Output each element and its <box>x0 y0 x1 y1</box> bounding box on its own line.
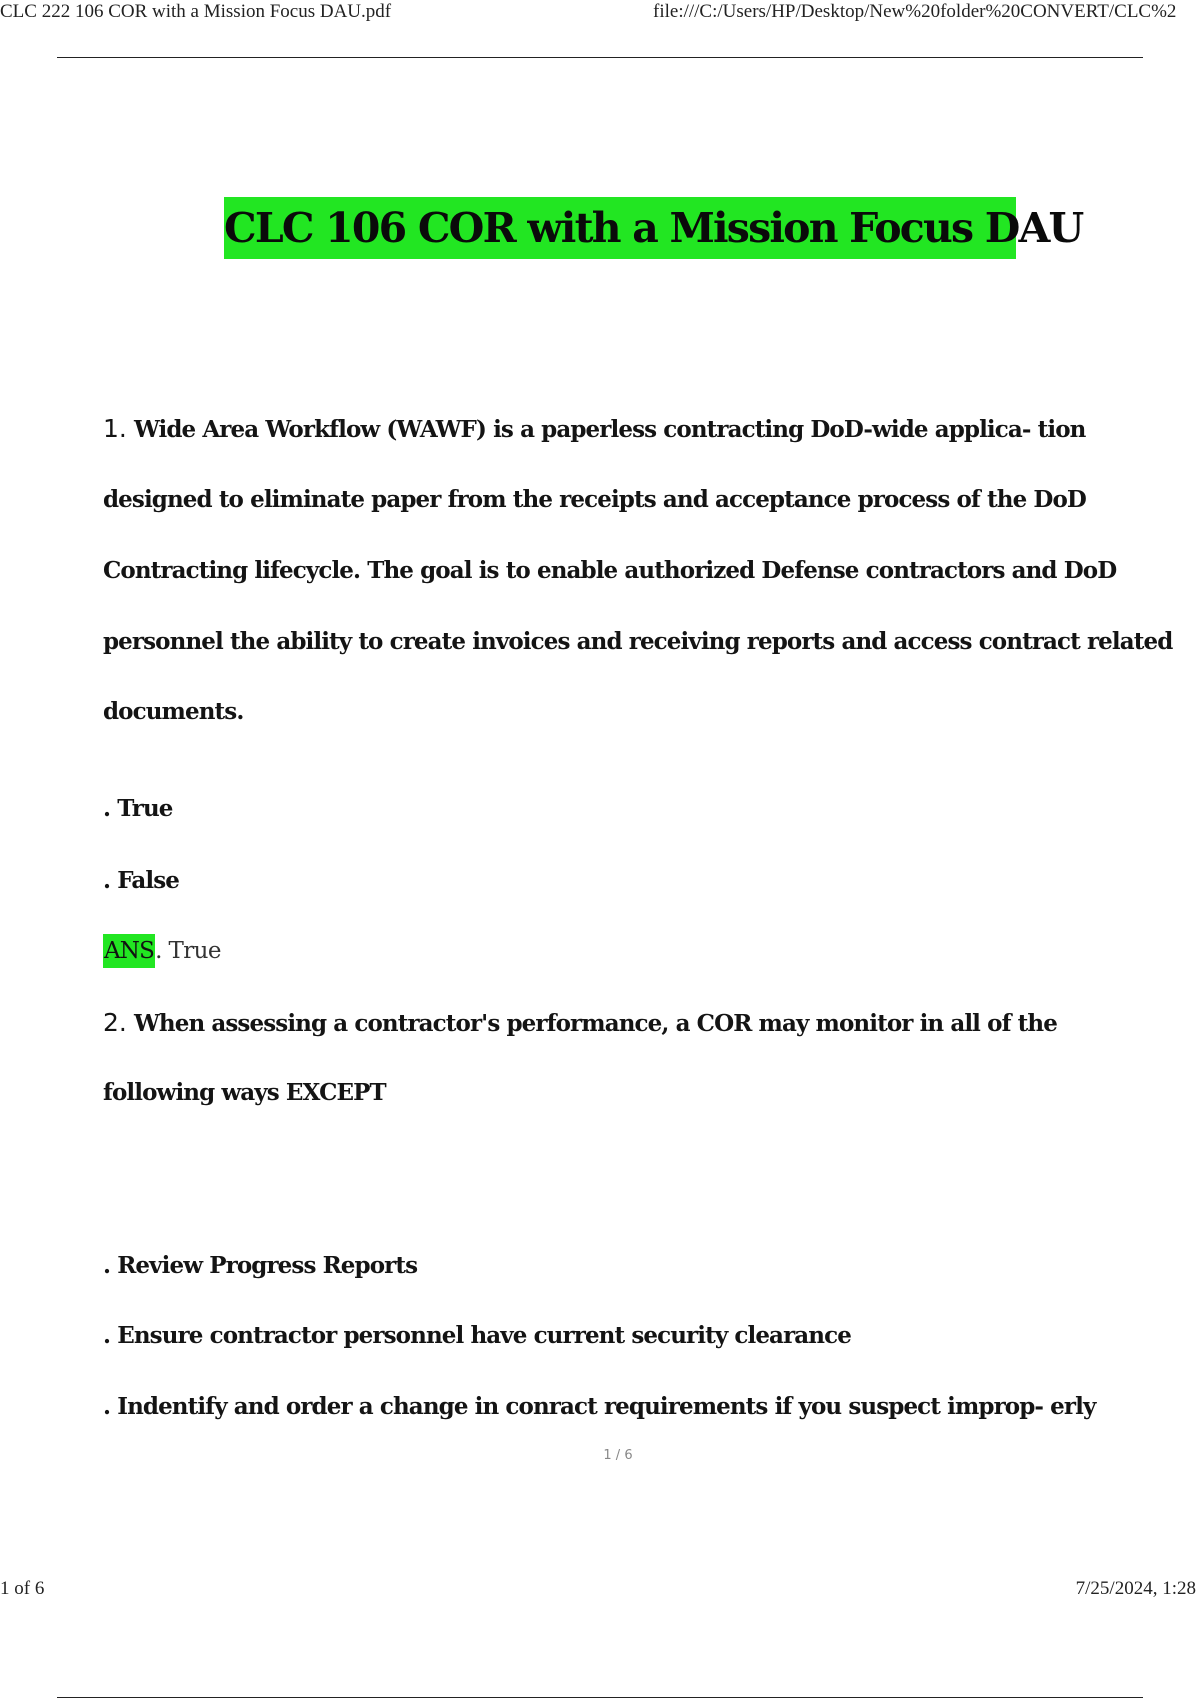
question-1-text-line: Contracting lifecycle. The goal is to enable authorized Defense contractors and DoD <box>103 557 1117 584</box>
question-1-number: 1. <box>103 414 127 443</box>
question-1-text-line: documents. <box>103 698 244 725</box>
question-2-number: 2. <box>103 1008 127 1037</box>
question-2-option: . Review Progress Reports <box>103 1252 418 1279</box>
footer-divider <box>57 1697 1143 1698</box>
print-footer-page: 1 of 6 <box>0 1578 45 1599</box>
page-indicator: 1 / 6 <box>603 1448 633 1463</box>
question-1-text-line: designed to eliminate paper from the receipts and acceptance process of the DoD <box>103 486 1086 513</box>
print-footer-datetime: 7/25/2024, 1:28 <box>1075 1578 1196 1599</box>
document-title: CLC 106 COR with a Mission Focus DAU <box>224 197 1016 259</box>
print-header-title: CLC 222 106 COR with a Mission Focus DAU.pdf <box>0 1 392 22</box>
answer-text: . True <box>155 938 221 964</box>
question-2-option: . Indentify and order a change in conract requirements if you suspect improp- erly <box>103 1393 1096 1420</box>
header-divider <box>57 57 1143 58</box>
question-2-text: When assessing a contractor's performance, a COR may monitor in all of the <box>133 1010 1057 1037</box>
answer-label-highlight: ANS <box>103 934 155 968</box>
question-1-text: Wide Area Workflow (WAWF) is a paperless contracting DoD-wide applica- tion <box>133 416 1086 443</box>
question-2-option: . Ensure contractor personnel have current security clearance <box>103 1322 851 1349</box>
print-header-url: file:///C:/Users/HP/Desktop/New%20folder%20CONVERT/CLC%2 <box>653 1 1177 22</box>
question-1-text-line: personnel the ability to create invoices and receiving reports and access contract related <box>103 628 1173 655</box>
question-2-text-line: following ways EXCEPT <box>103 1079 386 1106</box>
question-1-line <box>103 414 1085 445</box>
question-1-answer <box>103 934 221 968</box>
question-2-line <box>103 1008 1057 1039</box>
question-1-option-true: . True <box>103 795 173 822</box>
question-1-option-false: . False <box>103 867 180 894</box>
